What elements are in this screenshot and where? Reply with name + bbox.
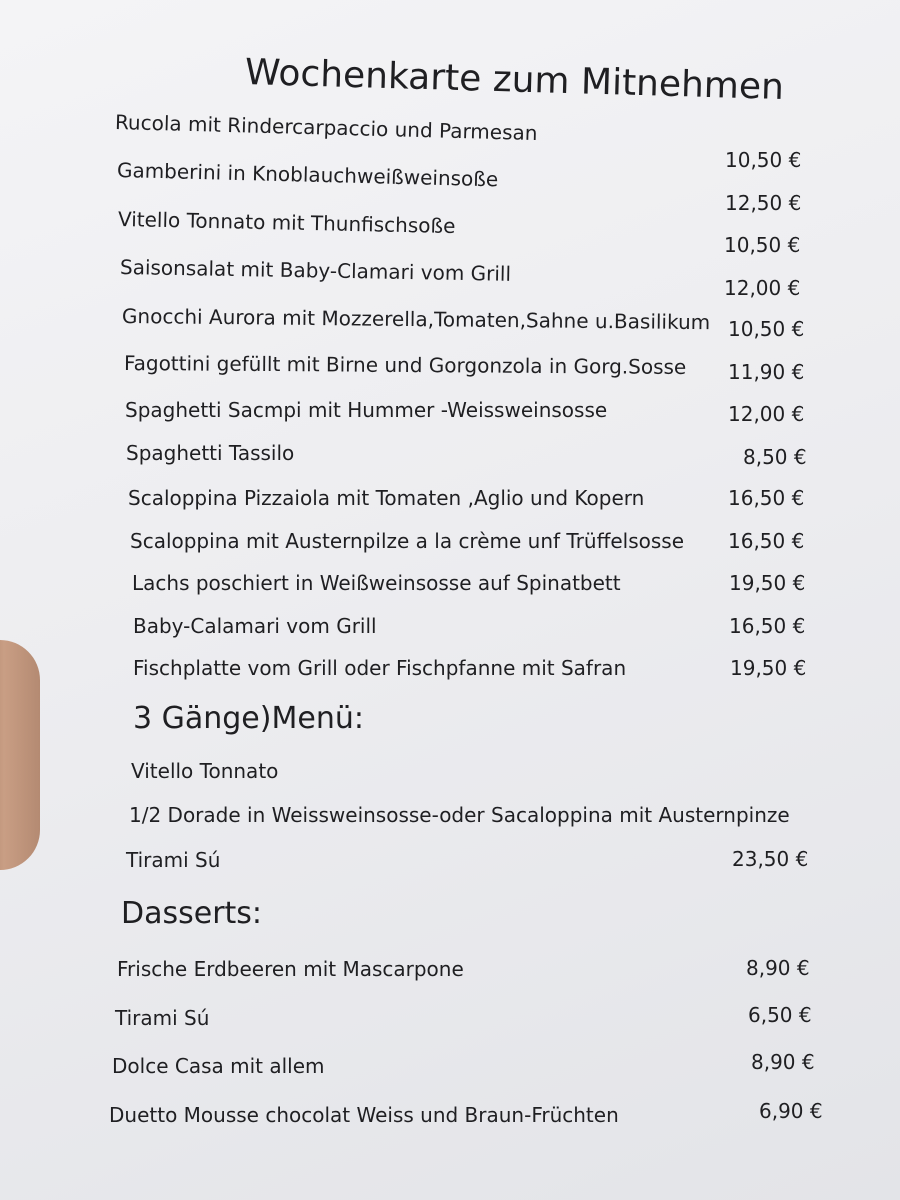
- menu-course: 1/2 Dorade in Weissweinsosse-oder Sacaloppina mit Austernpinze: [129, 803, 790, 827]
- menu-item-name: Fischplatte vom Grill oder Fischpfanne mit Safran: [133, 656, 627, 680]
- menu-item-name: Scaloppina mit Austernpilze a la crème unf Trüffelsosse: [130, 529, 685, 553]
- menu-item-name: Spaghetti Tassilo: [126, 441, 295, 465]
- menu-section-heading: 3 Gänge)Menü:: [133, 701, 364, 736]
- menu-item-price: 10,50 €: [724, 233, 801, 257]
- thumb: [0, 640, 40, 870]
- menu-course: Tirami Sú: [126, 848, 221, 872]
- dessert-item-price: 6,50 €: [748, 1003, 812, 1027]
- menu-item-price: 8,50 €: [743, 445, 807, 469]
- menu-item-price: 12,00 €: [728, 402, 805, 426]
- menu-item-price: 10,50 €: [728, 317, 805, 341]
- menu-item-name: Baby-Calamari vom Grill: [133, 614, 377, 638]
- page-title: Wochenkarte zum Mitnehmen: [244, 52, 785, 109]
- menu-item-name: Scaloppina Pizzaiola mit Tomaten ,Aglio und Kopern: [128, 486, 645, 510]
- dessert-item-price: 6,90 €: [759, 1099, 823, 1123]
- menu-item-name: Spaghetti Sacmpi mit Hummer -Weissweinsosse: [125, 398, 608, 422]
- desserts-heading: Dasserts:: [121, 896, 263, 931]
- menu-item-price: 16,50 €: [728, 486, 805, 510]
- menu-item-price: 19,50 €: [730, 656, 807, 680]
- menu-item-price: 12,00 €: [724, 276, 801, 300]
- dessert-item-price: 8,90 €: [746, 956, 810, 980]
- dessert-item-price: 8,90 €: [751, 1050, 815, 1074]
- dessert-item-name: Frische Erdbeeren mit Mascarpone: [117, 957, 464, 981]
- menu-item-price: 19,50 €: [729, 571, 806, 595]
- dessert-item-name: Duetto Mousse chocolat Weiss und Braun-Früchten: [109, 1103, 619, 1127]
- menu-item-name: Gnocchi Aurora mit Mozzerella,Tomaten,Sahne u.Basilikum: [121, 304, 711, 335]
- menu-course: Vitello Tonnato: [131, 759, 279, 783]
- menu-item-name: Fagottini gefüllt mit Birne und Gorgonzola in Gorg.Sosse: [123, 351, 687, 379]
- menu-item-name: Lachs poschiert in Weißweinsosse auf Spinatbett: [132, 571, 621, 595]
- menu-item-price: 16,50 €: [728, 529, 805, 553]
- menu-item-name: Vitello Tonnato mit Thunfischsoße: [117, 207, 456, 239]
- menu-item-price: 10,50 €: [725, 148, 802, 172]
- menu-item-price: 16,50 €: [729, 614, 806, 638]
- menu-item-name: Saisonsalat mit Baby-Clamari vom Grill: [119, 255, 512, 286]
- menu-item-price: 12,50 €: [725, 191, 802, 215]
- menu-item-name: Rucola mit Rindercarpaccio und Parmesan: [114, 110, 538, 146]
- dessert-item-name: Dolce Casa mit allem: [112, 1054, 325, 1078]
- dessert-item-name: Tirami Sú: [115, 1006, 210, 1030]
- menu-price: 23,50 €: [732, 847, 809, 871]
- menu-item-price: 11,90 €: [728, 360, 805, 384]
- menu-item-name: Gamberini in Knoblauchweißweinsoße: [116, 158, 499, 192]
